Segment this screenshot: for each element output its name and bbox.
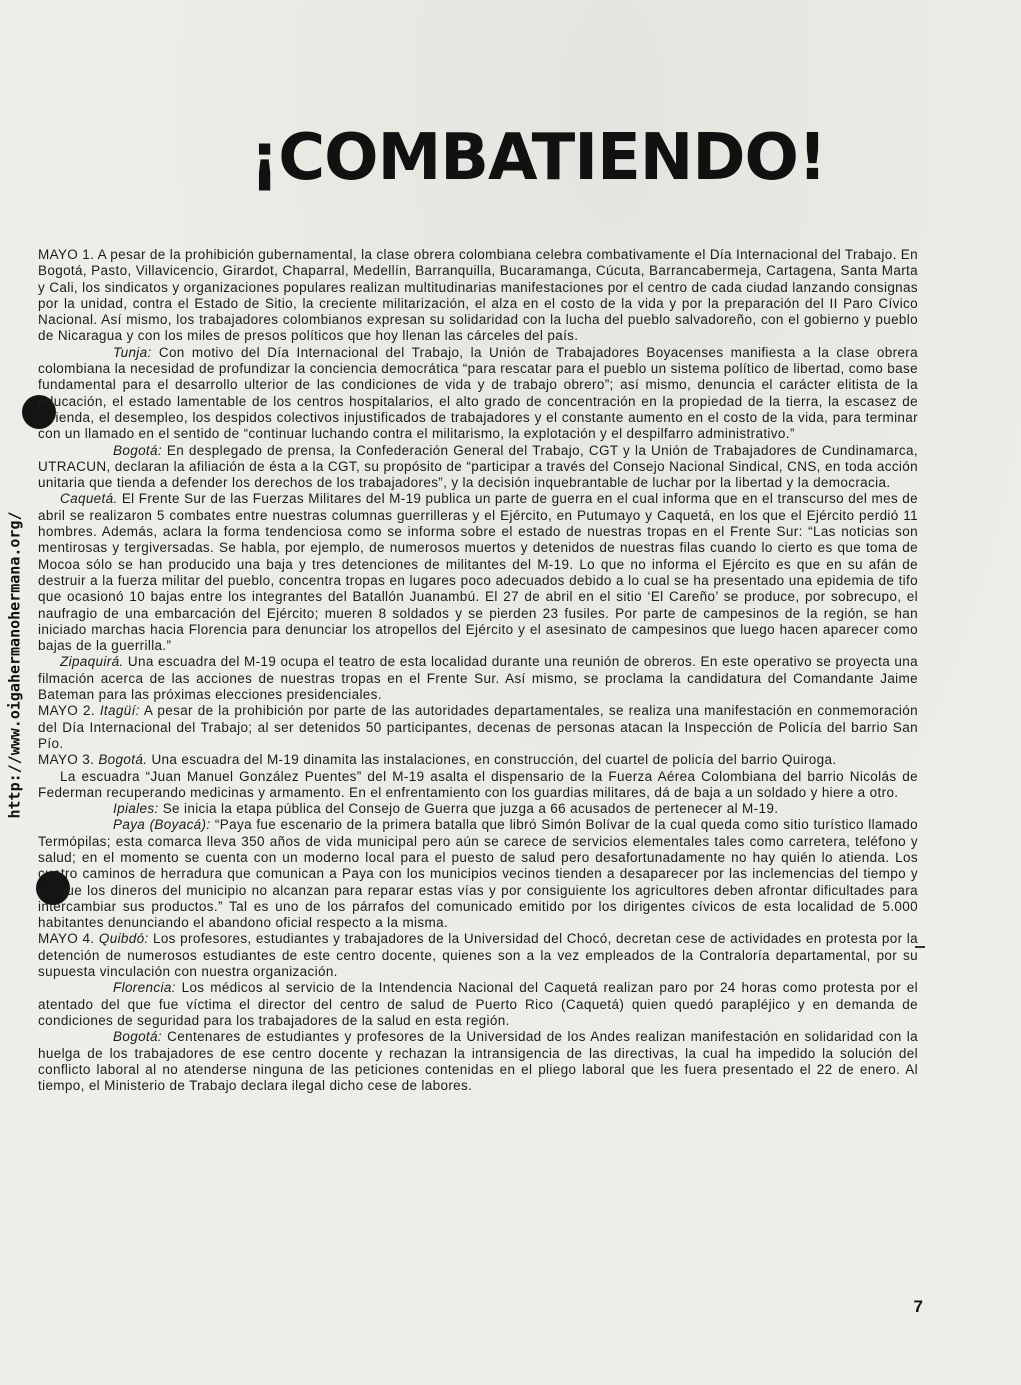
- entry-paragraph: [38, 1029, 918, 1094]
- entry-place: Bogotá:: [113, 1029, 162, 1045]
- entry-paragraph: [38, 817, 918, 931]
- page-number: 7: [913, 1297, 923, 1316]
- entry-text: Los médicos al servicio de la Intendencia Nacional del Caquetá realizan paro por 24 horas como protesta por el atentado del que fue víctima el director del centro de salud de Puerto Rico (Caquetá) quien quedó parapléjico y en demanda de condiciones de seguridad para los trabajadores de la salud en esta región.: [38, 980, 918, 1028]
- article-body: [38, 247, 918, 1094]
- entry-place: Tunja:: [113, 344, 152, 360]
- entry-place: Bogotá.: [98, 752, 148, 768]
- entry-place: Itagüí:: [99, 703, 140, 719]
- entry-paragraph: [38, 980, 918, 1029]
- entry-place: Caquetá.: [60, 491, 118, 507]
- entry-place: Bogotá:: [113, 442, 162, 458]
- entry-paragraph: [38, 345, 918, 443]
- entry-text: “Paya fue escenario de la primera batalla que libró Simón Bolívar de la cual queda como sitio turístico llamado Termópilas; esta comarca lleva 350 años de vida municipal pero aún se carece de servicios elementales tales como carretera, teléfono y salud; en el momento se cuenta con un moderno local para el puesto de salud pero desafortunadamente no hay quién lo atienda. Los cuatro caminos de herradura que comunican a Paya con los municipios vecinos tienden a desaparecer por las inclemencias del tiempo y porque los dineros del municipio no alcanzan para reparar estas vías y por consiguiente los agricultores deben afrontar dificultades para intercambiar sus productos.” Tal es uno de los párrafos del comunicado emitido por los dirigentes cívicos de esta localidad de 5.000 habitantes denunciando el abandono oficial respecto a la misma.: [38, 817, 918, 931]
- watermark-url: [4, 500, 26, 830]
- entry-text: A pesar de la prohibición por parte de las autoridades departamentales, se realiza una manifestación en conmemoración del Día Internacional del Trabajo; al ser detenidos 50 participantes, decenas de personas atacan la Inspección de Policía del barrio San Pío.: [38, 703, 919, 751]
- entry-text: Una escuadra del M-19 dinamita las instalaciones, en construcción, del cuartel de policía del barrio Quiroga.: [151, 752, 837, 768]
- entry-place: Florencia:: [113, 980, 176, 996]
- entry-paragraph: [38, 801, 918, 817]
- entry-text: En desplegado de prensa, la Confederación General del Trabajo, CGT y la Unión de Trabajadores de Cundinamarca, UTRACUN, declaran la afiliación de ésta a la CGT, su propósito de “participar a través del Consejo Nacional Sindical, CNS, en toda acción unitaria que tienda a defender los derechos de los trabajadores”, y la decisión inquebrantable de luchar por la libertad y la democracia.: [38, 442, 918, 491]
- entry-date: MAYO 2.: [38, 703, 95, 719]
- entry-date: MAYO 4.: [38, 931, 95, 947]
- entry-date: MAYO 1.: [38, 247, 95, 262]
- entry-paragraph: [38, 247, 918, 345]
- page-title: ¡COMBATIENDO!: [250, 121, 827, 195]
- entry-place: Ipiales:: [113, 801, 159, 817]
- entry-paragraph: [38, 931, 918, 980]
- print-mark: [915, 946, 925, 948]
- entry-text: Se inicia la etapa pública del Consejo de Guerra que juzga a 66 acusados de pertenecer al M-19.: [162, 801, 779, 817]
- entry-text: Con motivo del Día Internacional del Trabajo, la Unión de Trabajadores Boyacenses manifiesta a la clase obrera colombiana la necesidad de profundizar la conciencia democrática “para rescatar para el pueblo un sistema político de libertad, como base fundamental para el desarrollo ulterior de las condiciones de vida y de trabajo obrero”; así mismo, denuncia el carácter elitista de la educación, el estado lamentable de los centros hospitalarios, el alto grado de concentración en la propiedad de la tierra, la escasez de vivienda, el desempleo, los despidos colectivos injustificados de trabajadores y el constante aumento en el costo de la vida, para terminar con un llamado en el sentido de “continuar luchando contra el militarismo, la explotación y el despilfarro administrativo.”: [38, 344, 918, 442]
- entry-paragraph: [38, 654, 918, 703]
- entry-place: Quibdó:: [98, 931, 149, 947]
- entry-text: Una escuadra del M-19 ocupa el teatro de esta localidad durante una reunión de obreros. En este operativo se proyecta una filmación acerca de las acciones de nuestras tropas en el Frente Sur. Así mismo, se proclama la candidatura del Comandante Jaime Bateman para las próximas elecciones presidenciales.: [38, 654, 918, 703]
- entry-paragraph: [38, 752, 918, 768]
- entry-text: A pesar de la prohibición gubernamental, la clase obrera colombiana celebra combativamente el Día Internacional del Trabajo. En Bogotá, Pasto, Villavicencio, Girardot, Chaparral, Medellín, Barranquilla, Bucaramanga, Cúcuta, Barrancabermeja, Cartagena, Santa Marta y Cali, los sindicatos y organizaciones populares realizan multitudinarias manifestaciones por el centro de cada ciudad lanzando consignas por la unidad, contra el Estado de Sitio, la creciente militarización, el alza en el costo de la vida y por la preparación del II Paro Cívico Nacional. Así mismo, los trabajadores colombianos expresan su solidaridad con la lucha del pueblo salvadoreño, con el gobierno y pueblo de Nicaragua y con los miles de presos políticos que hoy llenan las cárceles del país.: [38, 247, 918, 344]
- entry-paragraph: [38, 769, 918, 802]
- entry-paragraph: [38, 703, 918, 752]
- entry-date: MAYO 3.: [38, 752, 95, 768]
- entry-paragraph: [38, 443, 918, 492]
- entry-text: Los profesores, estudiantes y trabajadores de la Universidad del Chocó, decretan cese de actividades en protesta por la detención de numerosos estudiantes de este centro docente, quienes son a la vez empleados de la Contraloría departamental, por su supuesta vinculación con nuestra organización.: [38, 931, 919, 980]
- entry-text: El Frente Sur de las Fuerzas Militares del M-19 publica un parte de guerra en el cual informa que en el transcurso del mes de abril se realizaron 5 combates entre nuestras columnas guerrilleras y el Ejército, en Putumayo y Caquetá, en los que el Ejército perdió 11 hombres. Además, aclara la forma tendenciosa como se informa sobre el estado de nuestras tropas en el Frente Sur: “Las noticias son mentirosas y tergiversadas. Se habla, por ejemplo, de numerosos muertos y detenidos de nuestras filas cuando lo cierto es que toma de Mocoa sólo se han producido una baja y tres detenciones de militantes del M-19. Lo que no informa el Ejército es que en su afán de destruir a la fuerza militar del pueblo, concentra tropas en lugares poco adecuados debido a lo cual se ha presentado una epidemia de tifo que ocasionó 10 bajas entre los integrantes del Batallón Juanambú. El 27 de abril en el sitio ‘El Careño’ se produce, por sobrecupo, el naufragio de una embarcación del Ejército; mueren 8 soldados y se pierden 23 fusiles. Por parte de campesinos de la región, se han iniciado marchas hacia Florencia para denunciar los atropellos del Ejército y el asesinato de campesinos que luego hacen aparecer como bajas de la guerrilla.”: [38, 491, 918, 654]
- entry-paragraph: [38, 491, 918, 654]
- entry-place: Paya (Boyacá):: [113, 817, 211, 833]
- entry-place: Zipaquirá.: [60, 654, 124, 670]
- entry-text: Centenares de estudiantes y profesores de la Universidad de los Andes realizan manifestación en solidaridad con la huelga de los trabajadores de ese centro docente y rechazan la intransigencia de las directivas, la cual ha impedido la solución del conflicto laboral al no atenderse ninguna de las peticiones contenidas en el pliego laboral que les fuera presentado el 22 de enero. Al tiempo, el Ministerio de Trabajo declara ilegal dicho cese de labores.: [38, 1029, 918, 1094]
- watermark-url-text: http://www.oigahermanohermana.org/: [6, 511, 25, 819]
- entry-text: La escuadra “Juan Manuel González Puentes” del M-19 asalta el dispensario de la Fuerza Aérea Colombiana del barrio Nicolás de Federman recuperando medicinas y armamento. En el enfrentamiento con los guardias militares, dá de baja a un soldado y hiere a otro.: [38, 768, 918, 800]
